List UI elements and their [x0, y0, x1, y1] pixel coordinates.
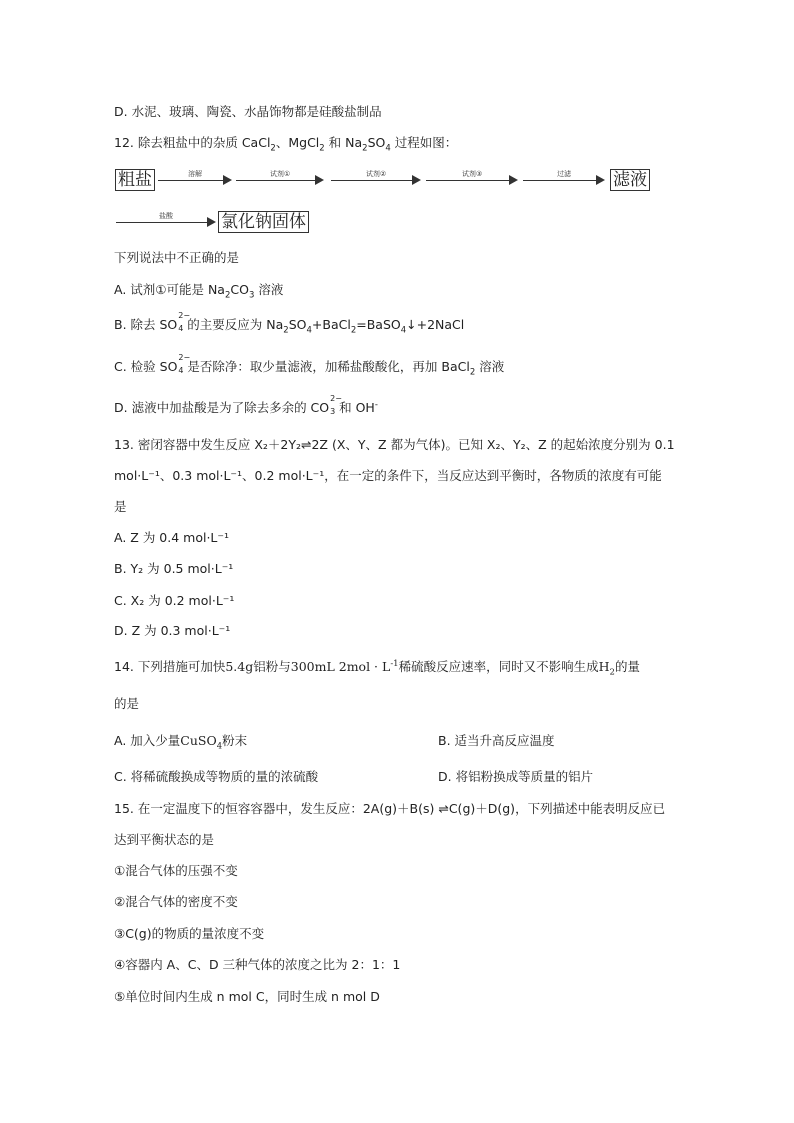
- q12-option-c-end: 溶液: [475, 359, 505, 374]
- q14-option-a-sub: 4: [216, 741, 223, 752]
- q14-unit-exp: -1: [390, 658, 399, 669]
- q12-question: 下列说法中不正确的是: [114, 250, 240, 265]
- q12-option-b-mid: 的主要反应为 Na: [187, 317, 284, 332]
- q12-sub: 2: [319, 143, 325, 154]
- q12-sup: -: [374, 399, 378, 410]
- q14-option-a-pre: A. 加入少量: [114, 733, 181, 748]
- q13-option-d: D. Z 为 0.3 mol·L⁻¹: [114, 623, 231, 638]
- q14-option-a: [114, 733, 248, 752]
- q14-mass: 5.4g: [225, 659, 254, 674]
- q14-option-a-formula: CuSO: [180, 733, 217, 748]
- q12-sub: 2: [469, 367, 476, 378]
- q12-sub: 3: [248, 290, 255, 301]
- q13-option-b: B. Y₂ 为 0.5 mol·L⁻¹: [114, 561, 234, 576]
- q14-option-d: D. 将铝粉换成等质量的铝片: [438, 769, 594, 784]
- flow-label: 试剂①: [269, 170, 291, 178]
- q12-stem-a: 12. 除去粗盐中的杂质 CaCl: [114, 135, 271, 150]
- q14-h2: H: [598, 659, 610, 674]
- q15-item: ④容器内 A、C、D 三种气体的浓度之比为 2：1：1: [114, 957, 401, 972]
- q15-item: ⑤单位时间内生成 n mol C，同时生成 n mol D: [114, 989, 380, 1004]
- q12-stem-c: 和 Na: [324, 135, 363, 150]
- q14-line-1-c: 铝粉与: [253, 659, 291, 674]
- q13-option-a: A. Z 为 0.4 mol·L⁻¹: [114, 530, 229, 545]
- ion-charge: [177, 353, 191, 375]
- flow-label: 试剂②: [365, 170, 387, 178]
- q12-sub: 2: [224, 290, 231, 301]
- q14-volume-conc: 300mL 2mol · L: [290, 659, 391, 674]
- q13-line-2: mol·L⁻¹、0.3 mol·L⁻¹、0.2 mol·L⁻¹，在一定的条件下，当反应达到平衡时，各物质的浓度有可能: [114, 468, 662, 483]
- q12-option-c-mid: 是否除净：取少量滤液，加稀盐酸酸化，再加 BaCl: [187, 359, 470, 374]
- q12-option-a-pre: A. 试剂①可能是 Na: [114, 282, 225, 297]
- q12-sub: 2: [270, 143, 276, 154]
- q12-option-d-pre: D. 滤液中加盐酸是为了除去多余的 CO: [114, 400, 330, 415]
- q12-stem-b: 、MgCl: [275, 135, 320, 150]
- q13-option-c: C. X₂ 为 0.2 mol·L⁻¹: [114, 593, 235, 608]
- q15-line-1: 15. 在一定温度下的恒容容器中，发生反应：2A(g)＋B(s) ⇌C(g)＋D(g)，下列描述中能表明反应已: [114, 801, 666, 816]
- q11-option-d: D. 水泥、玻璃、陶瓷、水晶饰物都是硅酸盐制品: [114, 104, 382, 119]
- ion-charge: [329, 394, 342, 416]
- flow-box-nacl-solid: 氯化钠固体: [218, 211, 309, 233]
- flow-label: 试剂③: [461, 170, 483, 178]
- q15-item: ③C(g)的物质的量浓度不变: [114, 926, 265, 941]
- q12-option-d: [114, 394, 378, 416]
- q14-option-c: C. 将稀硫酸换成等物质的量的浓硫酸: [114, 769, 319, 784]
- q12-option-b-eq2: +BaCl: [311, 317, 351, 332]
- ion-charge-top: 2−: [178, 311, 191, 320]
- q12-option-a: [114, 282, 284, 301]
- q12-sub: 4: [385, 143, 391, 154]
- flow-box-crude-salt: 粗盐: [115, 169, 155, 191]
- ion-charge: [177, 311, 191, 333]
- q14-line-1: [114, 658, 640, 678]
- q15-item: ①混合气体的压强不变: [114, 863, 238, 878]
- ion-charge-bottom: 3: [330, 407, 336, 416]
- q14-line-1-a: 14. 下列措施可加快: [114, 659, 226, 674]
- q12-option-a-mid: CO: [230, 282, 249, 297]
- q12-stem-d: SO: [367, 135, 386, 150]
- q12-option-b: [114, 311, 465, 336]
- ion-charge-bottom: 4: [178, 324, 184, 333]
- flow-arrow-reagent-1: [236, 170, 324, 187]
- q12-option-a-end: 溶液: [254, 282, 284, 297]
- q14-line-2: 的是: [114, 696, 140, 711]
- flow-arrow-reagent-2: [331, 170, 421, 187]
- q12-option-c-pre: C. 检验 SO: [114, 359, 178, 374]
- flow-label: 溶解: [188, 170, 202, 178]
- q12-option-b-pre: B. 除去 SO: [114, 317, 178, 332]
- q12-option-d-mid: 和 OH: [339, 400, 375, 415]
- q12-option-b-eq1: SO: [288, 317, 307, 332]
- q12-option-c: [114, 353, 505, 378]
- flow-box-filtrate: 滤液: [610, 169, 650, 191]
- q14-option-b: B. 适当升高反应温度: [438, 733, 555, 748]
- q12-option-b-eq3: =BaSO: [356, 317, 401, 332]
- q13-line-1: 13. 密闭容器中发生反应 X₂＋2Y₂⇌2Z (X、Y、Z 都为气体)。已知 X₂、Y₂、Z 的起始浓度分别为 0.1: [114, 437, 675, 452]
- flow-arrow-hcl: [116, 212, 216, 229]
- q12-stem-e: 过程如图：: [390, 135, 458, 150]
- flow-label: 盐酸: [159, 212, 173, 220]
- q15-item: ②混合气体的密度不变: [114, 894, 238, 909]
- flow-label: 过滤: [557, 170, 571, 178]
- q12-stem: [114, 135, 458, 154]
- q12-sub: 2: [362, 143, 368, 154]
- flow-arrow-reagent-3: [426, 170, 518, 187]
- q14-line-1-f: 稀硫酸反应速率，同时又不影响生成: [398, 659, 599, 674]
- ion-charge-top: 2−: [330, 394, 342, 403]
- q12-sub: 4: [306, 325, 312, 336]
- ion-charge-bottom: 4: [178, 366, 184, 375]
- q12-sub: 2: [350, 325, 357, 336]
- q12-sub: 4: [400, 325, 407, 336]
- q12-option-b-eq4: ↓+2NaCl: [406, 317, 465, 332]
- q14-line-1-i: 的量: [614, 659, 640, 674]
- q14-option-a-post: 粉末: [222, 733, 248, 748]
- ion-charge-top: 2−: [178, 353, 191, 362]
- flow-arrow-dissolve: [158, 170, 232, 187]
- q12-sub: 2: [283, 325, 289, 336]
- flow-arrow-filter: [523, 170, 605, 187]
- q13-line-3: 是: [114, 499, 127, 514]
- q14-h2-sub: 2: [609, 667, 615, 678]
- q15-line-2: 达到平衡状态的是: [114, 832, 215, 847]
